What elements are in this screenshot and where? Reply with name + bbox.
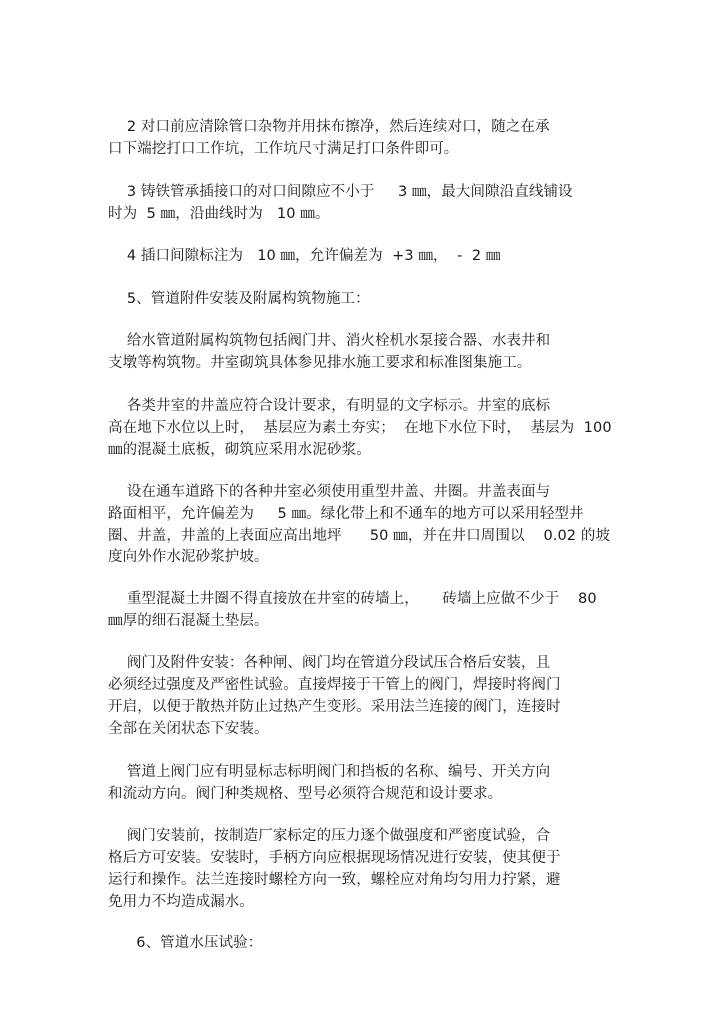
paragraph-line: ㎜厚的细石混凝土垫层。: [108, 613, 269, 629]
paragraph-line: 设在通车道路下的各种井室必须使用重型井盖、井圈。井盖表面与: [108, 484, 551, 500]
paragraph-line: 3 铸铁管承插接口的对口间隙应不小于 3 ㎜，最大间隙沿直线铺设: [108, 184, 573, 200]
paragraph-line: 度向外作水泥砂浆护坡。: [108, 549, 269, 565]
section-heading: 6、管道水压试验：: [108, 935, 263, 951]
paragraph-line: 重型混凝土井圈不得直接放在井室的砖墙上， 砖墙上应做不少于 80: [108, 591, 597, 607]
paragraph-line: 开启，以便于散热并防止过热产生变形。采用法兰连接的阀门，连接时: [108, 699, 561, 715]
paragraph-line: ㎜的混凝土底板，砌筑应采用水泥砂浆。: [108, 442, 371, 458]
paragraph-line: 和流动方向。阀门种类规格、型号必须符合规范和设计要求。: [108, 786, 503, 802]
paragraph-line: 高在地下水位以上时， 基层应为素土夯实； 在地下水位下时， 基层为 100: [108, 420, 612, 436]
paragraph-line: 运行和操作。法兰连接时螺栓方向一致，螺栓应对角均匀用力拧紧，避: [108, 872, 561, 888]
paragraph-line: 格后方可安装。安装时，手柄方向应根据现场情况进行安装，使其便于: [108, 850, 561, 866]
paragraph-line: 口下端挖打口工作坑，工作坑尺寸满足打口条件即可。: [108, 141, 459, 157]
paragraph-line: 支墩等构筑物。井室砌筑具体参见排水施工要求和标准图集施工。: [108, 355, 532, 371]
paragraph-line: 4 插口间隙标注为 10 ㎜，允许偏差为 +3 ㎜， - 2 ㎜: [108, 248, 501, 264]
paragraph-line: 2 对口前应清除管口杂物并用抹布擦净，然后连续对口，随之在承: [108, 119, 550, 135]
paragraph-line: 时为 5 ㎜，沿曲线时为 10 ㎜。: [108, 206, 330, 222]
paragraph-line: 阀门及附件安装：各种闸、阀门均在管道分段试压合格后安装，且: [108, 655, 551, 671]
section-heading: 5、管道附件安装及附属构筑物施工：: [108, 291, 370, 307]
paragraph-line: 各类井室的井盖应符合设计要求，有明显的文字标示。井室的底标: [108, 398, 551, 414]
paragraph-line: 全部在关闭状态下安装。: [108, 721, 269, 737]
paragraph-line: 阀门安装前，按制造厂家标定的压力逐个做强度和严密度试验，合: [108, 828, 551, 844]
paragraph-line: 免用力不均造成漏水。: [108, 894, 254, 910]
paragraph-line: 圈、井盖，井盖的上表面应高出地坪 50 ㎜，并在井口周围以 0.02 的坡: [108, 528, 611, 544]
paragraph-line: 管道上阀门应有明显标志标明阀门和挡板的名称、编号、开关方向: [108, 764, 551, 780]
paragraph-line: 给水管道附属构筑物包括阀门井、消火栓机水泵接合器、水表井和: [108, 333, 551, 349]
paragraph-line: 路面相平，允许偏差为 5 ㎜。绿化带上和不通车的地方可以采用轻型井: [108, 506, 584, 522]
paragraph-line: 必须经过强度及严密性试验。直接焊接于干管上的阀门，焊接时将阀门: [108, 677, 561, 693]
